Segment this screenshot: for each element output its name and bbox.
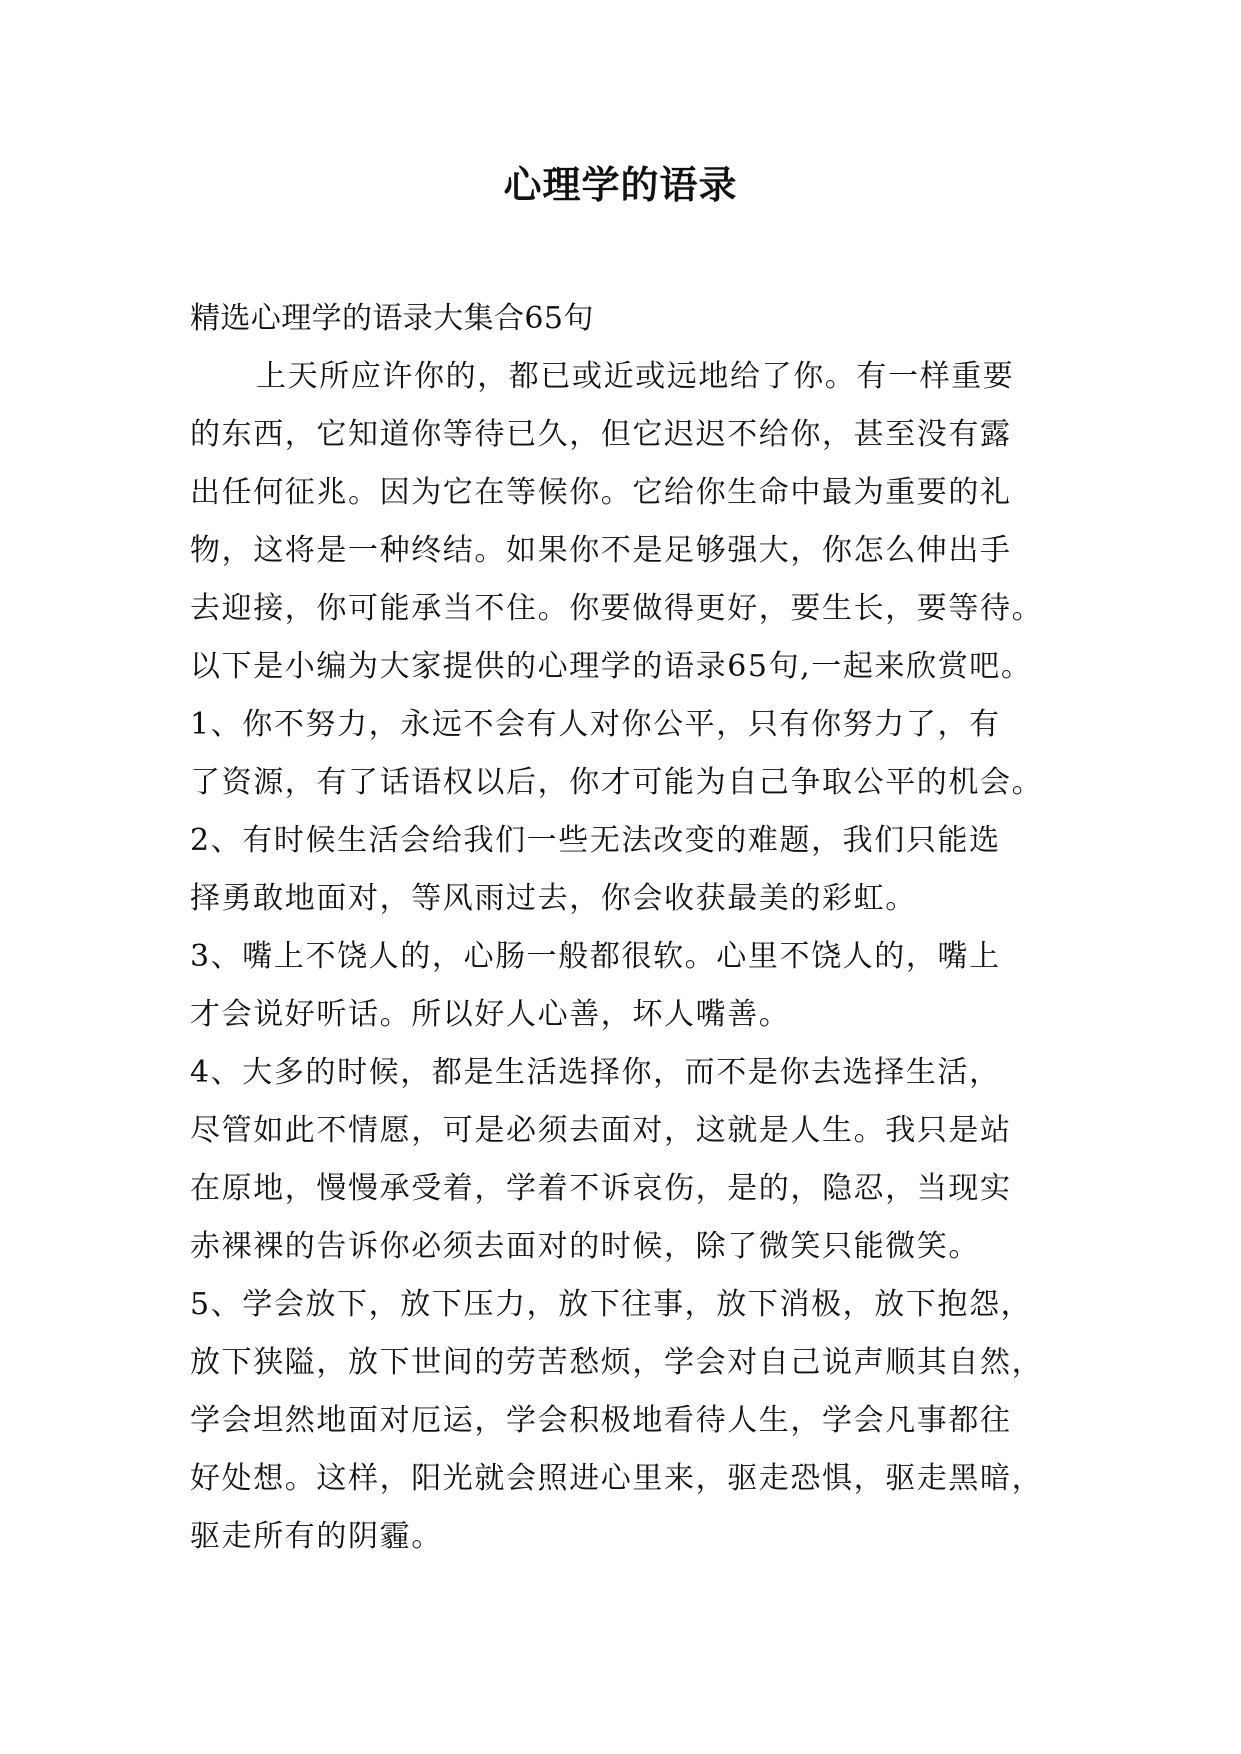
paragraph-line: 1、你不努力，永远不会有人对你公平，只有你努力了，有 <box>190 707 1001 742</box>
paragraph-line: 驱走所有的阴霾。 <box>190 1519 443 1554</box>
paragraph-line: 赤裸裸的告诉你必须去面对的时候，除了微笑只能微笑。 <box>190 1229 980 1264</box>
quote-item-3 <box>190 928 1065 1044</box>
quote-item-5 <box>190 1276 1065 1566</box>
paragraph-line: 物，这将是一种终结。如果你不是足够强大，你怎么伸出手 <box>190 533 1012 568</box>
paragraph-line: 3、嘴上不饶人的，心肠一般都很软。心里不饶人的，嘴上 <box>190 939 1001 974</box>
paragraph-line: 放下狭隘，放下世间的劳苦愁烦，学会对自己说声顺其自然， <box>190 1345 1044 1380</box>
quote-item-2 <box>190 812 1065 928</box>
document-title: 心理学的语录 <box>503 163 738 207</box>
paragraph-line: 以下是小编为大家提供的心理学的语录65句,一起来欣赏吧。 <box>190 649 1033 684</box>
paragraph-line: 择勇敢地面对，等风雨过去，你会收获最美的彩虹。 <box>190 881 917 916</box>
paragraph-line: 才会说好听话。所以好人心善，坏人嘴善。 <box>190 997 791 1032</box>
paragraph-line: 4、大多的时候，都是生活选择你，而不是你去选择生活， <box>190 1055 1001 1090</box>
document-subtitle: 精选心理学的语录大集合65句 <box>190 301 594 336</box>
paragraph-line: 在原地，慢慢承受着，学着不诉哀伤，是的，隐忍，当现实 <box>190 1171 1012 1206</box>
paragraph-line: 上天所应许你的，都已或近或远地给了你。有一样重要 <box>256 359 1015 394</box>
paragraph-line: 好处想。这样，阳光就会照进心里来，驱走恐惧，驱走黑暗， <box>190 1461 1044 1496</box>
paragraph-line: 了资源，有了话语权以后，你才可能为自己争取公平的机会。 <box>190 765 1044 800</box>
document-body <box>190 290 1065 1566</box>
paragraph-line: 去迎接，你可能承当不住。你要做得更好，要生长，要等待。 <box>190 591 1044 626</box>
quote-item-1 <box>190 696 1065 812</box>
paragraph-line: 学会坦然地面对厄运，学会积极地看待人生，学会凡事都往 <box>190 1403 1012 1438</box>
paragraph-line: 尽管如此不情愿，可是必须去面对，这就是人生。我只是站 <box>190 1113 1012 1148</box>
quote-item-4 <box>190 1044 1065 1276</box>
paragraph-line: 出任何征兆。因为它在等候你。它给你生命中最为重要的礼 <box>190 475 1012 510</box>
paragraph-line: 5、学会放下，放下压力，放下往事，放下消极，放下抱怨， <box>190 1287 1033 1322</box>
paragraph-line: 2、有时候生活会给我们一些无法改变的难题，我们只能选 <box>190 823 1001 858</box>
intro-paragraph <box>190 348 1065 696</box>
paragraph-line: 的东西，它知道你等待已久，但它迟迟不给你，甚至没有露 <box>190 417 1012 452</box>
